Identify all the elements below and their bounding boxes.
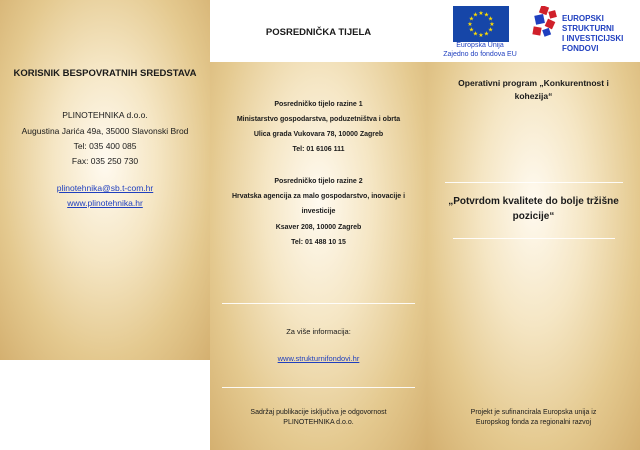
eu-star-icon: ★ (487, 27, 494, 34)
left-panel (0, 0, 210, 360)
level1-name: Ministarstvo gospodarstva, poduzetništva i obrta (236, 116, 401, 123)
esif-line2: I INVESTICIJSKI FONDOVI (562, 34, 624, 53)
eu-star-icon: ★ (478, 11, 484, 18)
eu-star-icon: ★ (472, 31, 479, 38)
eu-star-icon: ★ (468, 27, 475, 34)
more-info-label: Za više informacija: (286, 327, 351, 336)
eu-star-icon: ★ (478, 33, 484, 40)
funding-note-cont: Europskog fonda za regionalni razvoj (475, 419, 592, 426)
level1-address: Ulica grada Vukovara 78, 10000 Zagreb (253, 131, 384, 138)
program-title: Operativni program „Konkurentnost i (458, 78, 609, 88)
level2-name: Hrvatska agencija za malo gospodarstvo, inovacije i (231, 193, 406, 200)
left-blank-area (0, 360, 210, 450)
level2-address: Ksaver 208, 10000 Zagreb (275, 224, 362, 231)
divider (222, 387, 415, 388)
eu-caption (435, 41, 525, 59)
logos-header (427, 0, 640, 62)
disclaimer-company: PLINOTEHNIKA d.o.o. (283, 419, 354, 426)
level1-title: Posredničko tijelo razine 1 (274, 101, 363, 108)
eu-star-icon: ★ (487, 16, 494, 23)
right-panel (427, 0, 640, 450)
website-link[interactable]: www.plinotehnika.hr (67, 198, 143, 208)
level1-tel: Tel: 01 6106 111 (292, 146, 345, 153)
esif-line1: EUROPSKI STRUKTURNI (562, 14, 614, 33)
eu-star-icon: ★ (489, 22, 495, 29)
beneficiary-heading: KORISNIK BESPOVRATNIH SREDSTAVA (13, 68, 197, 79)
esif-logo-icon (531, 6, 561, 38)
middle-header (210, 0, 427, 62)
intermediary-heading: POSREDNIČKA TIJELA (265, 27, 372, 38)
level2-tel: Tel: 01 488 10 15 (291, 239, 346, 246)
company-name: PLINOTEHNIKA d.o.o. (62, 110, 148, 120)
company-fax: Fax: 035 250 730 (71, 156, 139, 166)
disclaimer-text: Sadržaj publikacije isključiva je odgovornost (250, 409, 387, 416)
company-address: Augustina Jarića 49a, 35000 Slavonski Brod (21, 126, 189, 136)
divider (445, 182, 623, 183)
eu-star-icon: ★ (467, 22, 473, 29)
eu-star-icon: ★ (468, 16, 475, 23)
middle-panel (210, 0, 427, 450)
esif-text (562, 14, 640, 54)
eu-caption-line2: Zajedno do fondova EU (443, 51, 517, 58)
eu-stars-icon (453, 6, 509, 42)
level2-title: Posredničko tijelo razine 2 (274, 178, 363, 185)
funding-note: Projekt je sufinancirala Europska unija iz (470, 409, 597, 416)
email-link[interactable]: plinotehnika@sb.t-com.hr (56, 183, 154, 193)
eu-star-icon: ★ (483, 31, 490, 38)
slogan-cont: pozicije“ (512, 211, 555, 222)
divider (453, 238, 615, 239)
eu-caption-line1: Europska Unija (456, 42, 504, 49)
program-title-cont: kohezija“ (514, 91, 553, 101)
slogan: „Potvrdom kvalitete do bolje tržišne (448, 196, 619, 207)
funds-website-link[interactable]: www.strukturnifondovi.hr (277, 354, 360, 363)
level2-name-cont: investicije (301, 208, 336, 215)
eu-flag-icon (453, 6, 509, 42)
eu-star-icon: ★ (483, 12, 490, 19)
divider (222, 303, 415, 304)
company-tel: Tel: 035 400 085 (73, 141, 137, 151)
eu-star-icon: ★ (472, 12, 479, 19)
